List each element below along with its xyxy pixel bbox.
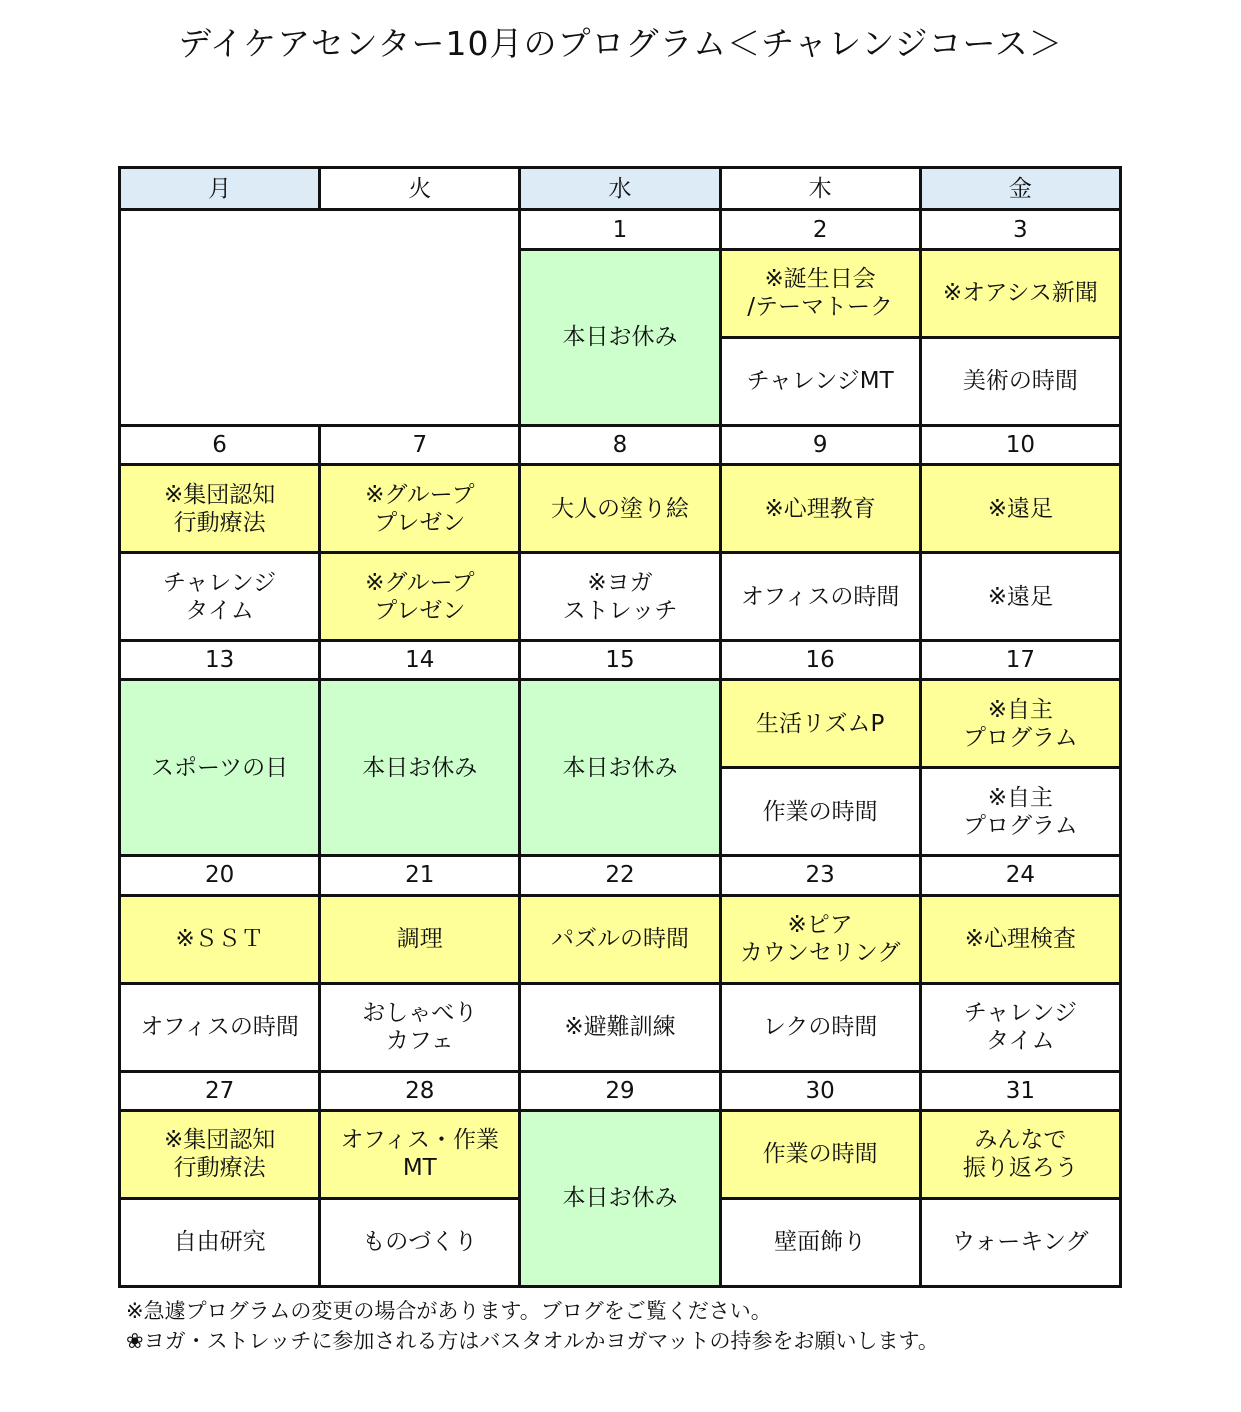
date-cell: 31	[920, 1071, 1120, 1110]
date-cell: 7	[320, 425, 520, 464]
program-cell: ※オアシス新聞	[920, 249, 1120, 337]
program-cell: ※グループ プレゼン	[320, 465, 520, 553]
weekday-wed: 水	[520, 168, 720, 210]
program-cell: 壁面飾り	[720, 1198, 920, 1286]
program-cell: チャレンジ タイム	[920, 983, 1120, 1071]
week1-date-row	[120, 210, 1121, 249]
date-cell: 3	[920, 210, 1120, 249]
date-cell: 14	[320, 641, 520, 680]
date-cell: 30	[720, 1071, 920, 1110]
week4-program-row-2	[120, 983, 1121, 1071]
program-cell: 生活リズムP	[720, 680, 920, 768]
program-cell: ※避難訓練	[520, 983, 720, 1071]
empty-cell	[120, 210, 520, 425]
weekday-header-row	[120, 168, 1121, 210]
date-cell: 17	[920, 641, 1120, 680]
date-cell: 1	[520, 210, 720, 249]
program-cell: レクの時間	[720, 983, 920, 1071]
program-cell: 作業の時間	[720, 768, 920, 856]
week5-program-row-1	[120, 1110, 1121, 1198]
program-cell: おしゃべり カフェ	[320, 983, 520, 1071]
program-cell: 本日お休み	[320, 680, 520, 856]
date-cell: 2	[720, 210, 920, 249]
date-cell: 6	[120, 425, 320, 464]
program-cell: ※遠足	[920, 553, 1120, 641]
program-cell: ※心理教育	[720, 465, 920, 553]
program-cell: パズルの時間	[520, 895, 720, 983]
program-cell: 大人の塗り絵	[520, 465, 720, 553]
date-cell: 23	[720, 856, 920, 895]
week3-date-row	[120, 641, 1121, 680]
program-cell: ※誕生日会 /テーマトーク	[720, 249, 920, 337]
footnote-yoga-notice: ❀ヨガ・ストレッチに参加される方はバスタオルかヨガマットの持参をお願いします。	[126, 1329, 939, 1353]
program-cell: ものづくり	[320, 1198, 520, 1286]
program-cell: 作業の時間	[720, 1110, 920, 1198]
week2-program-row-2	[120, 553, 1121, 641]
week4-date-row	[120, 856, 1121, 895]
date-cell: 16	[720, 641, 920, 680]
weekday-thu: 木	[720, 168, 920, 210]
program-cell: ※集団認知 行動療法	[120, 1110, 320, 1198]
program-cell: ※自主 プログラム	[920, 680, 1120, 768]
weekday-tue: 火	[320, 168, 520, 210]
weekday-fri: 金	[920, 168, 1120, 210]
program-cell: ※遠足	[920, 465, 1120, 553]
date-cell: 10	[920, 425, 1120, 464]
week5-date-row	[120, 1071, 1121, 1110]
program-cell: ※集団認知 行動療法	[120, 465, 320, 553]
program-cell: ウォーキング	[920, 1198, 1120, 1286]
program-cell: 本日お休み	[520, 680, 720, 856]
date-cell: 8	[520, 425, 720, 464]
program-cell: 本日お休み	[520, 1110, 720, 1286]
program-cell: ※自主 プログラム	[920, 768, 1120, 856]
date-cell: 13	[120, 641, 320, 680]
program-cell: オフィス・作業 MT	[320, 1110, 520, 1198]
week3-program-row-1	[120, 680, 1121, 768]
program-cell: 自由研究	[120, 1198, 320, 1286]
week2-program-row-1	[120, 465, 1121, 553]
program-cell: オフィスの時間	[120, 983, 320, 1071]
program-cell: 美術の時間	[920, 337, 1120, 425]
page-title: デイケアセンター10月のプログラム＜チャレンジコース＞	[178, 24, 1063, 63]
date-cell: 20	[120, 856, 320, 895]
date-cell: 28	[320, 1071, 520, 1110]
date-cell: 9	[720, 425, 920, 464]
date-cell: 15	[520, 641, 720, 680]
program-cell: みんなで 振り返ろう	[920, 1110, 1120, 1198]
program-cell: オフィスの時間	[720, 553, 920, 641]
program-cell: ※ピア カウンセリング	[720, 895, 920, 983]
program-cell: ※心理検査	[920, 895, 1120, 983]
program-cell: チャレンジ タイム	[120, 553, 320, 641]
footnote-change-notice: ※急遽プログラムの変更の場合があります。ブログをご覧ください。	[126, 1299, 772, 1323]
program-cell: スポーツの日	[120, 680, 320, 856]
program-cell: チャレンジMT	[720, 337, 920, 425]
date-cell: 22	[520, 856, 720, 895]
program-calendar	[118, 166, 1122, 1288]
footnotes	[126, 1296, 939, 1356]
program-cell: ※グループ プレゼン	[320, 553, 520, 641]
date-cell: 24	[920, 856, 1120, 895]
weekday-mon: 月	[120, 168, 320, 210]
week2-date-row	[120, 425, 1121, 464]
date-cell: 27	[120, 1071, 320, 1110]
date-cell: 21	[320, 856, 520, 895]
program-cell: ※ＳＳＴ	[120, 895, 320, 983]
program-cell: 本日お休み	[520, 249, 720, 425]
program-cell: ※ヨガ ストレッチ	[520, 553, 720, 641]
date-cell: 29	[520, 1071, 720, 1110]
week4-program-row-1	[120, 895, 1121, 983]
program-cell: 調理	[320, 895, 520, 983]
